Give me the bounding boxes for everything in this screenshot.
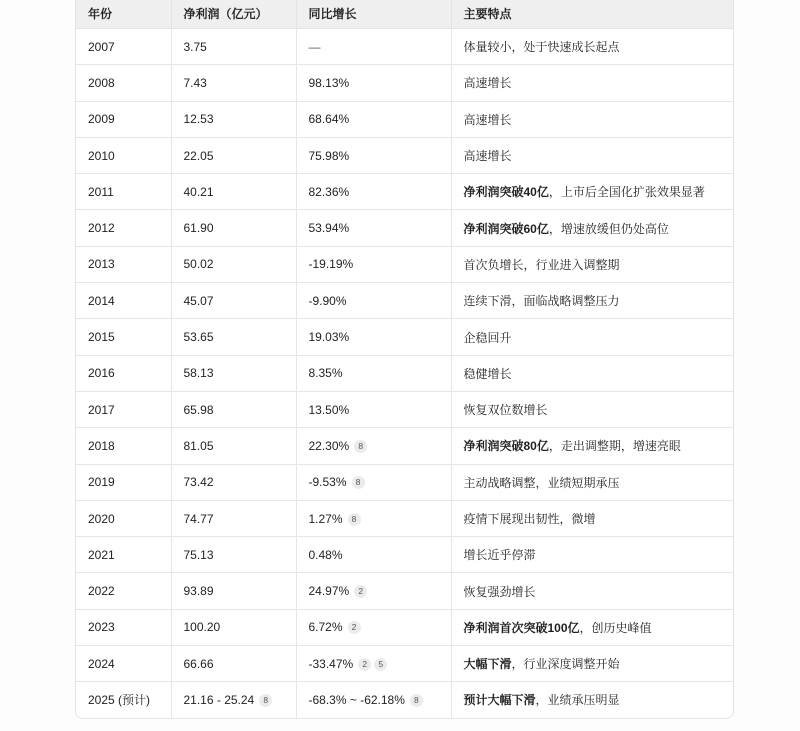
cell-net-profit bbox=[171, 246, 296, 282]
cell-year bbox=[76, 65, 171, 101]
feature-text: 主动战略调整，业绩短期承压 bbox=[463, 475, 620, 490]
net-profit-text: 3.75 bbox=[183, 39, 207, 54]
feature-text: ，上市后全国化扩张效果显著 bbox=[548, 185, 705, 200]
cell-net-profit bbox=[171, 646, 296, 682]
year-text: 2021 bbox=[88, 547, 115, 562]
net-profit-text: 75.13 bbox=[183, 547, 214, 562]
year-text: 2009 bbox=[88, 112, 115, 127]
cell-main-features bbox=[451, 319, 733, 355]
year-text: 2023 bbox=[88, 620, 115, 635]
table-row bbox=[76, 29, 733, 65]
yoy-growth-text: — bbox=[308, 39, 321, 54]
table-row bbox=[76, 174, 733, 210]
table-body bbox=[76, 29, 733, 718]
year-text: 2012 bbox=[88, 221, 115, 236]
table-row bbox=[76, 428, 733, 464]
table-row bbox=[76, 464, 733, 500]
cell-yoy-growth bbox=[296, 319, 451, 355]
cell-main-features bbox=[451, 65, 733, 101]
cell-yoy-growth bbox=[296, 500, 451, 536]
table-row bbox=[76, 101, 733, 137]
cell-yoy-growth bbox=[296, 646, 451, 682]
feature-highlight: 净利润突破80亿 bbox=[463, 439, 549, 454]
cell-year bbox=[76, 464, 171, 500]
table-row bbox=[76, 537, 733, 573]
table-row bbox=[76, 682, 733, 718]
cell-main-features bbox=[451, 246, 733, 282]
cell-yoy-growth bbox=[296, 210, 451, 246]
cell-main-features bbox=[451, 174, 733, 210]
feature-text: 高速增长 bbox=[463, 149, 512, 164]
feature-text: 体量较小，处于快速成长起点 bbox=[463, 40, 620, 55]
cell-net-profit bbox=[171, 101, 296, 137]
table-row bbox=[76, 65, 733, 101]
net-profit-text: 66.66 bbox=[183, 656, 214, 671]
cell-main-features bbox=[451, 355, 733, 391]
yoy-growth-text: 13.50% bbox=[308, 402, 350, 417]
feature-text: ，增速放缓但仍处高位 bbox=[548, 221, 669, 236]
cell-yoy-growth bbox=[296, 29, 451, 65]
cell-net-profit bbox=[171, 29, 296, 65]
year-text: 2017 bbox=[88, 402, 115, 417]
cell-net-profit bbox=[171, 283, 296, 319]
yoy-growth-text: 6.72% bbox=[308, 620, 343, 635]
citation-badge[interactable]: 8 bbox=[354, 440, 367, 453]
net-profit-text: 45.07 bbox=[183, 293, 214, 308]
cell-main-features bbox=[451, 283, 733, 319]
cell-year bbox=[76, 537, 171, 573]
cell-main-features bbox=[451, 101, 733, 137]
cell-yoy-growth bbox=[296, 464, 451, 500]
cell-year bbox=[76, 283, 171, 319]
cell-main-features bbox=[451, 137, 733, 173]
cell-yoy-growth bbox=[296, 682, 451, 718]
table-row bbox=[76, 355, 733, 391]
table-row bbox=[76, 646, 733, 682]
cell-yoy-growth bbox=[296, 101, 451, 137]
net-profit-text: 58.13 bbox=[183, 366, 214, 381]
cell-yoy-growth bbox=[296, 573, 451, 609]
feature-text: 疫情下展现出韧性，微增 bbox=[463, 512, 596, 526]
citation-badge[interactable]: 8 bbox=[348, 513, 361, 526]
cell-year bbox=[76, 174, 171, 210]
cell-year bbox=[76, 428, 171, 464]
yoy-growth-text: 82.36% bbox=[308, 184, 350, 199]
cell-yoy-growth bbox=[296, 537, 451, 573]
cell-net-profit bbox=[171, 428, 296, 464]
table-row bbox=[76, 137, 733, 173]
table-row bbox=[76, 246, 733, 282]
yoy-growth-text: -19.19% bbox=[308, 257, 354, 272]
table-row bbox=[76, 573, 733, 609]
cell-main-features bbox=[451, 537, 733, 573]
year-text: 2011 bbox=[88, 184, 114, 199]
cell-main-features bbox=[451, 609, 733, 645]
table-row bbox=[76, 391, 733, 427]
cell-net-profit bbox=[171, 137, 296, 173]
cell-yoy-growth bbox=[296, 283, 451, 319]
cell-main-features bbox=[451, 29, 733, 65]
yoy-growth-text: 22.30% bbox=[308, 438, 350, 453]
yoy-growth-text: 68.64% bbox=[308, 112, 350, 127]
cell-yoy-growth bbox=[296, 65, 451, 101]
year-text: 2020 bbox=[88, 511, 115, 526]
cell-year bbox=[76, 500, 171, 536]
cell-net-profit bbox=[171, 682, 296, 718]
cell-net-profit bbox=[171, 500, 296, 536]
yoy-growth-text: -9.90% bbox=[308, 293, 347, 308]
net-profit-text: 12.53 bbox=[183, 112, 214, 127]
citation-badge[interactable]: 2 bbox=[358, 658, 371, 671]
cell-net-profit bbox=[171, 65, 296, 101]
citation-badge[interactable]: 5 bbox=[374, 658, 387, 671]
net-profit-text: 65.98 bbox=[183, 402, 214, 417]
table-header bbox=[76, 0, 733, 29]
header-row bbox=[76, 0, 733, 29]
cell-yoy-growth bbox=[296, 137, 451, 173]
cell-main-features bbox=[451, 682, 733, 718]
year-text: 2007 bbox=[88, 39, 115, 54]
feature-text: 恢复强劲增长 bbox=[463, 584, 536, 599]
net-profit-text: 40.21 bbox=[183, 184, 214, 199]
cell-main-features bbox=[451, 500, 733, 536]
yoy-growth-text: 1.27% bbox=[308, 511, 343, 526]
cell-net-profit bbox=[171, 573, 296, 609]
net-profit-text: 74.77 bbox=[183, 511, 214, 526]
header-year: 年份 bbox=[76, 0, 171, 29]
net-profit-text: 7.43 bbox=[183, 75, 207, 90]
year-text: 2022 bbox=[88, 584, 115, 599]
year-text: 2013 bbox=[88, 257, 115, 272]
feature-text: 连续下滑，面临战略调整压力 bbox=[463, 294, 620, 309]
citation-badge[interactable]: 2 bbox=[348, 621, 361, 634]
citation-badge[interactable]: 8 bbox=[410, 694, 423, 707]
cell-year bbox=[76, 137, 171, 173]
cell-yoy-growth bbox=[296, 355, 451, 391]
cell-year bbox=[76, 101, 171, 137]
yoy-growth-text: 75.98% bbox=[308, 148, 350, 163]
cell-net-profit bbox=[171, 355, 296, 391]
year-text: 2024 bbox=[88, 656, 115, 671]
net-profit-text: 22.05 bbox=[183, 148, 214, 163]
feature-highlight: 净利润突破40亿 bbox=[463, 185, 549, 200]
cell-net-profit bbox=[171, 609, 296, 645]
cell-main-features bbox=[451, 210, 733, 246]
cell-year bbox=[76, 355, 171, 391]
feature-text: ，创历史峰值 bbox=[579, 620, 652, 635]
citation-badge[interactable]: 8 bbox=[352, 476, 365, 489]
year-text: 2008 bbox=[88, 75, 115, 90]
feature-text: 高速增长 bbox=[463, 76, 512, 91]
cell-main-features bbox=[451, 646, 733, 682]
cell-yoy-growth bbox=[296, 246, 451, 282]
year-text: 2018 bbox=[88, 438, 115, 453]
cell-yoy-growth bbox=[296, 391, 451, 427]
yoy-growth-text: 19.03% bbox=[308, 330, 350, 345]
cell-year bbox=[76, 319, 171, 355]
table-row bbox=[76, 210, 733, 246]
year-text: 2019 bbox=[88, 475, 115, 490]
year-text: 2014 bbox=[88, 293, 115, 308]
cell-net-profit bbox=[171, 391, 296, 427]
year-text: 2010 bbox=[88, 148, 115, 163]
cell-year bbox=[76, 210, 171, 246]
header-yoy-growth: 同比增长 bbox=[296, 0, 451, 29]
cell-main-features bbox=[451, 573, 733, 609]
feature-text: 稳健增长 bbox=[463, 366, 512, 381]
net-profit-text: 61.90 bbox=[183, 221, 214, 236]
net-profit-table bbox=[76, 0, 733, 718]
yoy-growth-text: 53.94% bbox=[308, 221, 350, 236]
feature-text: 增长近乎停滞 bbox=[463, 548, 536, 563]
feature-highlight: 大幅下滑 bbox=[463, 657, 512, 672]
cell-year bbox=[76, 609, 171, 645]
net-profit-text: 53.65 bbox=[183, 330, 214, 345]
net-profit-text: 50.02 bbox=[183, 257, 214, 272]
cell-net-profit bbox=[171, 464, 296, 500]
cell-main-features bbox=[451, 428, 733, 464]
net-profit-text: 93.89 bbox=[183, 584, 214, 599]
year-text: 2016 bbox=[88, 366, 115, 381]
net-profit-text: 21.16 - 25.24 bbox=[183, 692, 255, 707]
cell-year bbox=[76, 391, 171, 427]
citation-badge[interactable]: 2 bbox=[354, 585, 367, 598]
yoy-growth-text: 0.48% bbox=[308, 547, 343, 562]
table-row bbox=[76, 500, 733, 536]
feature-text: 企稳回升 bbox=[463, 330, 512, 345]
net-profit-text: 100.20 bbox=[183, 620, 221, 635]
feature-text: ，业绩承压明显 bbox=[535, 693, 620, 708]
feature-highlight: 净利润突破60亿 bbox=[463, 221, 549, 236]
feature-text: 首次负增长，行业进入调整期 bbox=[463, 257, 620, 272]
cell-net-profit bbox=[171, 319, 296, 355]
net-profit-text: 73.42 bbox=[183, 475, 214, 490]
cell-yoy-growth bbox=[296, 174, 451, 210]
yoy-growth-text: 24.97% bbox=[308, 584, 350, 599]
citation-badge[interactable]: 8 bbox=[259, 694, 272, 707]
cell-year bbox=[76, 682, 171, 718]
cell-year bbox=[76, 646, 171, 682]
yoy-growth-text: -68.3% ~ -62.18% bbox=[308, 692, 405, 707]
net-profit-text: 81.05 bbox=[183, 438, 214, 453]
cell-year bbox=[76, 29, 171, 65]
feature-text: 恢复双位数增长 bbox=[463, 403, 548, 418]
feature-text: ，走出调整期，增速亮眼 bbox=[548, 439, 681, 454]
header-main-features: 主要特点 bbox=[451, 0, 733, 29]
year-text: 2025 (预计) bbox=[88, 693, 151, 708]
cell-main-features bbox=[451, 464, 733, 500]
year-text: 2015 bbox=[88, 330, 115, 345]
cell-yoy-growth bbox=[296, 609, 451, 645]
cell-main-features bbox=[451, 391, 733, 427]
feature-text: 高速增长 bbox=[463, 112, 512, 127]
yoy-growth-text: -33.47% bbox=[308, 656, 354, 671]
yoy-growth-text: 8.35% bbox=[308, 366, 343, 381]
cell-net-profit bbox=[171, 210, 296, 246]
yoy-growth-text: -9.53% bbox=[308, 475, 347, 490]
feature-highlight: 净利润首次突破100亿 bbox=[463, 620, 580, 635]
table-row bbox=[76, 609, 733, 645]
yoy-growth-text: 98.13% bbox=[308, 75, 350, 90]
cell-net-profit bbox=[171, 174, 296, 210]
cell-yoy-growth bbox=[296, 428, 451, 464]
table-row bbox=[76, 319, 733, 355]
feature-highlight: 预计大幅下滑 bbox=[463, 693, 536, 708]
cell-net-profit bbox=[171, 537, 296, 573]
cell-year bbox=[76, 246, 171, 282]
profit-table-container bbox=[75, 0, 734, 719]
table-row bbox=[76, 283, 733, 319]
cell-year bbox=[76, 573, 171, 609]
feature-text: ，行业深度调整开始 bbox=[511, 657, 620, 672]
header-net-profit: 净利润（亿元） bbox=[171, 0, 296, 29]
